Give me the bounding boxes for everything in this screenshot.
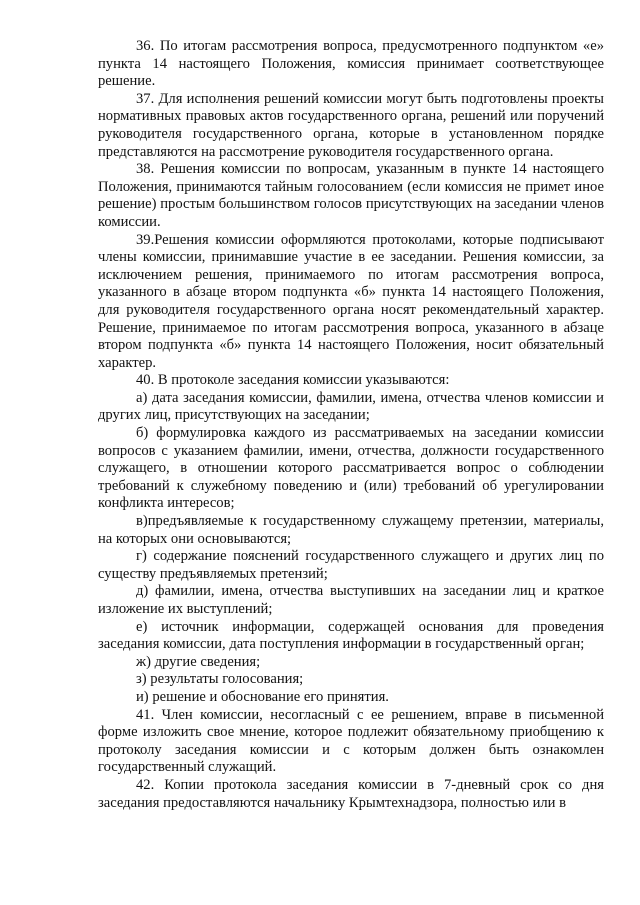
list-item-g: г) содержание пояснений государственного служащего и других лиц по существу предъявляемых претензий; (98, 548, 604, 582)
list-item-a: а) дата заседания комиссии, фамилии, имена, отчества членов комиссии и других лиц, присутствующих на заседании; (98, 389, 604, 424)
paragraph-41: 41. Член комиссии, несогласный с ее решением, вправе в письменной форме изложить свое мнение, которое подлежит обязательному приобщению к протоколу заседания комиссии и с которым должен быть ознакомлен государственный служащий. (98, 706, 604, 776)
list-item-d: д) фамилии, имена, отчества выступивших на заседании лиц и краткое изложение их выступлений; (98, 583, 604, 617)
list-item-v: в)предъявляемые к государственному служащему претензии, материалы, на которых они основываются; (98, 513, 604, 547)
paragraph-36: 36. По итогам рассмотрения вопроса, предусмотренного подпунктом «е» пункта 14 настоящего Положения, комиссия принимает соответствующее решение. (98, 38, 604, 90)
paragraph-40: 40. В протоколе заседания комиссии указываются: (136, 372, 450, 389)
list-item-b: б) формулировка каждого из рассматриваемых на заседании комиссии вопросов с указанием фамилии, имени, отчества, должности государственного служащего, в отношении которого рассматривается вопрос о соблюдении требований к служебному поведению и (или) требований об урегулировании конфликта интересов; (98, 425, 604, 512)
list-item-e: е) источник информации, содержащей основания для проведения заседания комиссии, дата поступления информации в государственный орган; (98, 618, 604, 653)
paragraph-38: 38. Решения комиссии по вопросам, указанным в пункте 14 настоящего Положения, принимаются тайным голосованием (если комиссия не примет иное решение) простым большинством голосов присутствующих на заседании членов комиссии. (98, 161, 604, 230)
list-item-zh: ж) другие сведения; (136, 653, 261, 670)
list-item-i: и) решение и обоснование его принятия. (136, 688, 389, 705)
paragraph-42: 42. Копии протокола заседания комиссии в 7-дневный срок со дня заседания предоставляются начальнику Крымтехнадзора, полностью или в (98, 776, 604, 811)
document-page (98, 38, 604, 812)
paragraph-37: 37. Для исполнения решений комиссии могут быть подготовлены проекты нормативных правовых актов государственного органа, решений или поручений руководителя государственного органа, которые в установленном порядке представляются на рассмотрение руководителя государственного органа. (98, 90, 604, 160)
list-item-z: з) результаты голосования; (136, 671, 304, 688)
paragraph-39: 39.Решения комиссии оформляются протоколами, которые подписывают члены комиссии, принимавшие участие в ее заседании. Решения комиссии, за исключением решения, принимаемого по итогам рассмотрения вопроса, указанного в абзаце втором подпункта «б» пункта 14 настоящего Положения, для руководителя государственного органа носят рекомендательный характер. Решение, принимаемое по итогам рассмотрения вопроса, указанного в абзаце втором подпункта «б» пункта 14 настоящего Положения, носит обязательный характер. (98, 231, 604, 371)
